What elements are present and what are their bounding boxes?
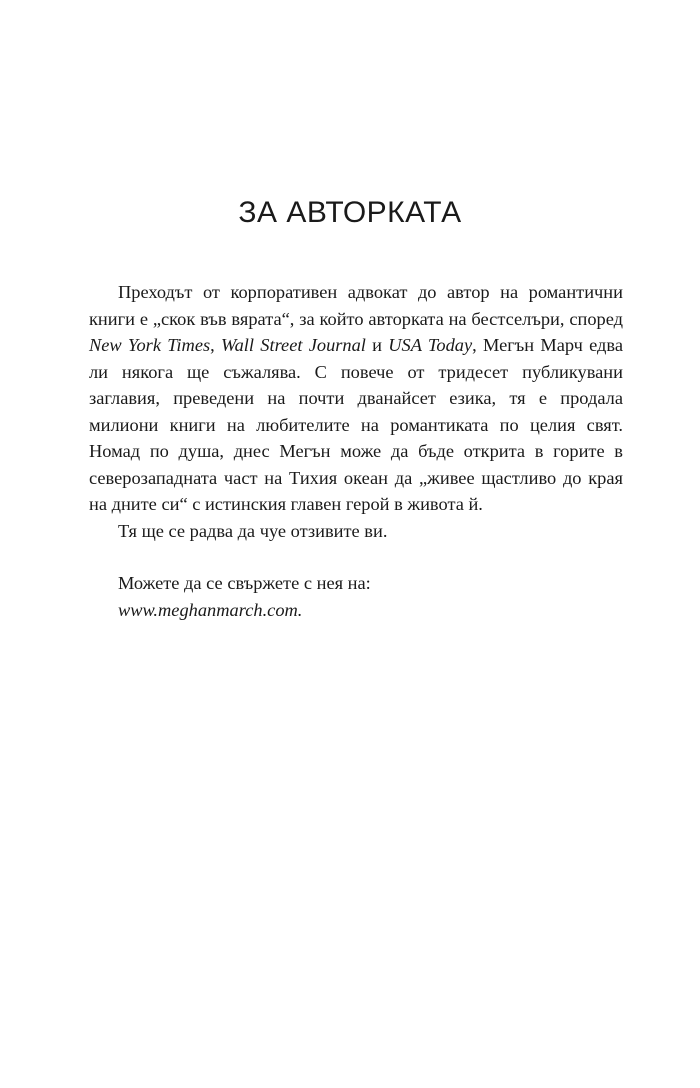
body-text [89,279,623,623]
contact-url [89,597,623,624]
publication-nyt: New York Times [89,335,211,355]
publication-wsj: Wall Street Journal [220,335,366,355]
feedback-paragraph: Тя ще се радва да чуе отзивите ви. [118,520,388,541]
bio-paragraph [89,279,623,518]
publication-usa-today: USA Today [388,335,473,355]
website-link[interactable]: www.meghanmarch.com. [118,599,303,620]
bio-and: и [365,335,389,355]
paragraph-gap [89,544,623,570]
contact-label: Можете да се свържете с нея на: [118,573,371,593]
bio-text-2: , Мегън Марч едва ли някога ще съжалява. С повече от тридесет публикувани заглавия, преведени на почти дванайсет езика, тя е продала милиони книги на любителите на романтиката по целия свят. Номад по душа, днес Мегън може да бъде открита в горите в северозападната част на Тихия океан да „живее щастливо до края на дните си“ с истинския главен герой в живота й. [89,335,623,514]
page-title: ЗА АВТОРКАТА [238,196,462,229]
bio-comma: , [210,335,221,355]
bio-text-1: Преходът от корпоративен адвокат до автор на романтични книги е „скок във вярата“, за който авторката на бестселъри, според [89,282,623,329]
